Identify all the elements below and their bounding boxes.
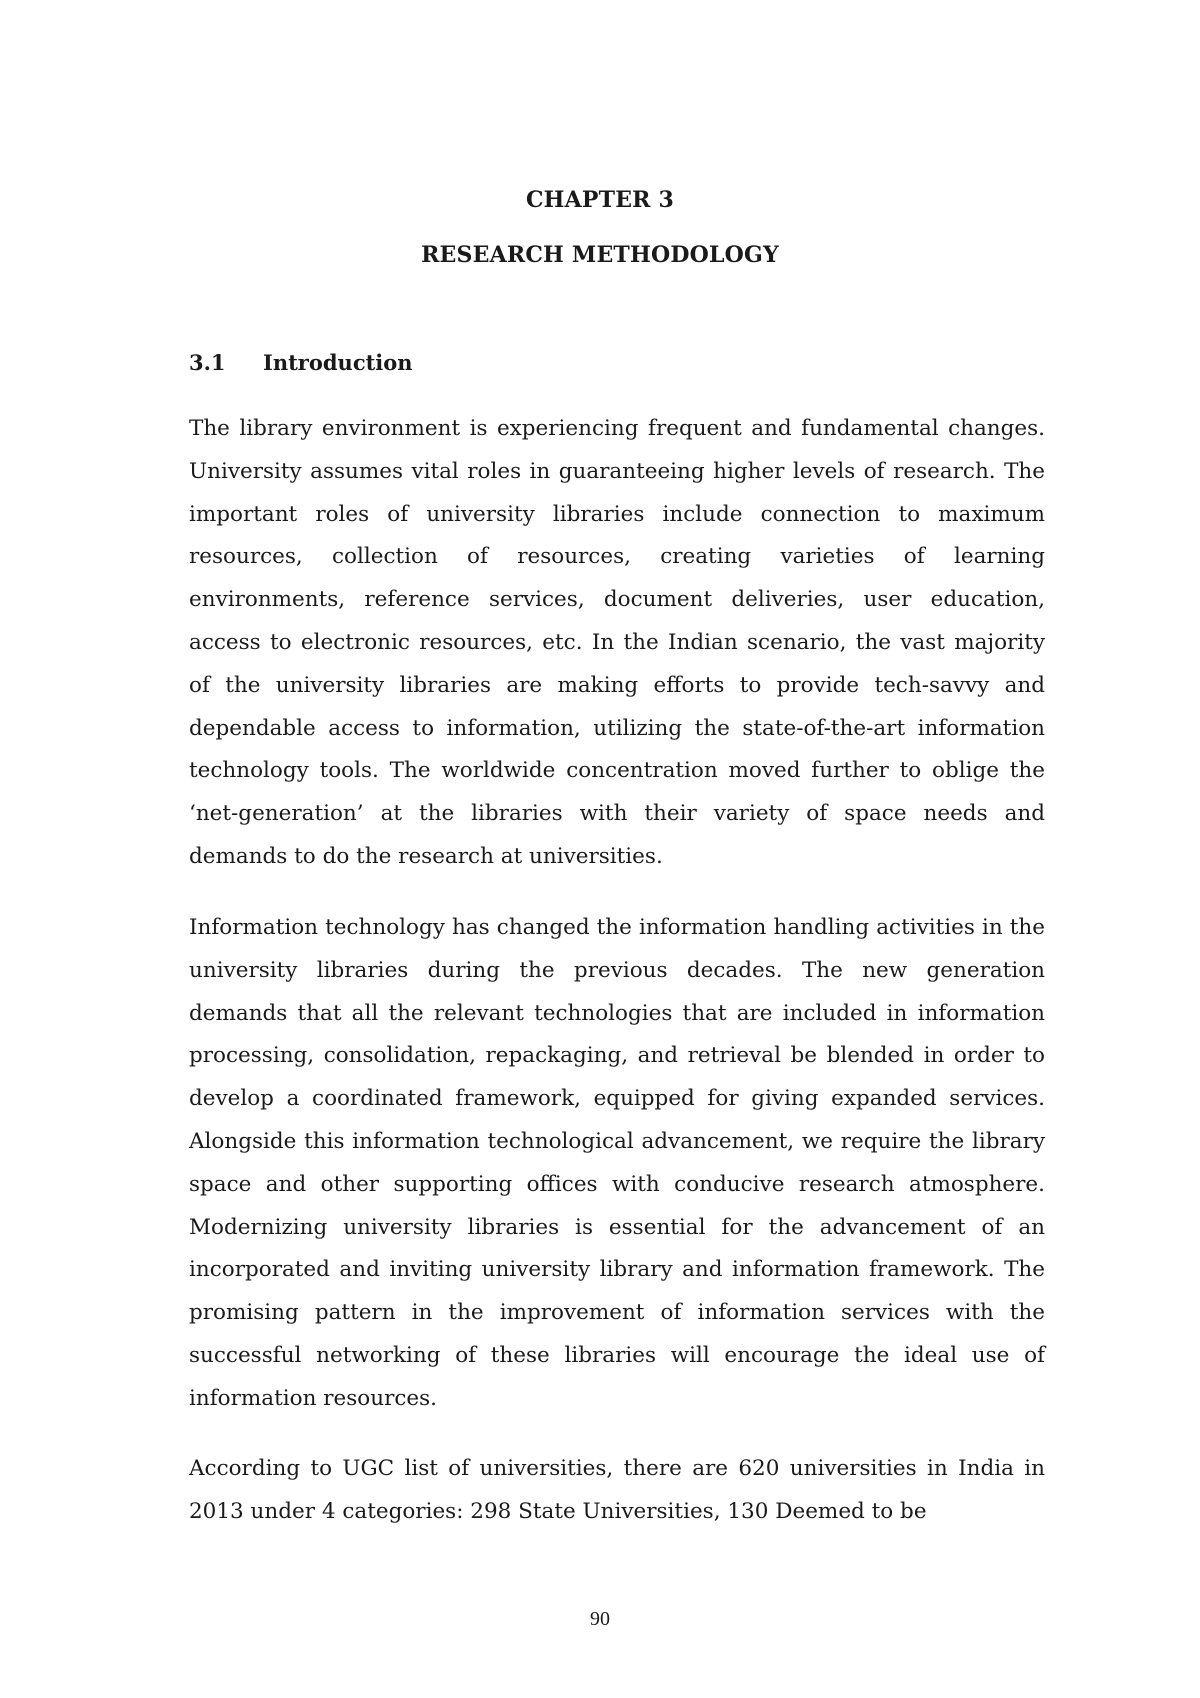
- chapter-number: CHAPTER 3: [525, 187, 675, 213]
- section-title: Introduction: [263, 350, 413, 375]
- chapter-title: RESEARCH METHODOLOGY: [421, 242, 779, 268]
- section-heading: [189, 350, 413, 375]
- paragraph-intro: The library environment is experiencing frequent and fundamental changes. University assumes vital roles in guaranteeing higher levels of research. The important roles of university libraries include connection to maximum resources, collection of resources, creating varieties of learning environments, reference services, document deliveries, user education, access to electronic resources, etc. In the Indian scenario, the vast majority of the university libraries are making efforts to provide tech-savvy and dependable access to information, utilizing the state-of-the-art information technology tools. The worldwide concentration moved further to oblige the ‘net-generation’ at the libraries with their variety of space needs and demands to do the research at universities.: [189, 416, 1045, 869]
- section-number: 3.1: [189, 350, 226, 375]
- page-number: 90: [590, 1608, 610, 1630]
- paragraph-information-technology: Information technology has changed the information handling activities in the university libraries during the previous decades. The new generation demands that all the relevant technologies that are included in information processing, consolidation, repackaging, and retrieval be blended in order to develop a coordinated framework, equipped for giving expanded services. Alongside this information technological advancement, we require the library space and other supporting offices with conducive research atmosphere. Modernizing university libraries is essential for the advancement of an incorporated and inviting university library and information framework. The promising pattern in the improvement of information services with the successful networking of these libraries will encourage the ideal use of information resources.: [189, 915, 1045, 1411]
- paragraph-ugc-universities: According to UGC list of universities, there are 620 universities in India in 2013 under 4 categories: 298 State Universities, 130 Deemed to be: [189, 1456, 1045, 1524]
